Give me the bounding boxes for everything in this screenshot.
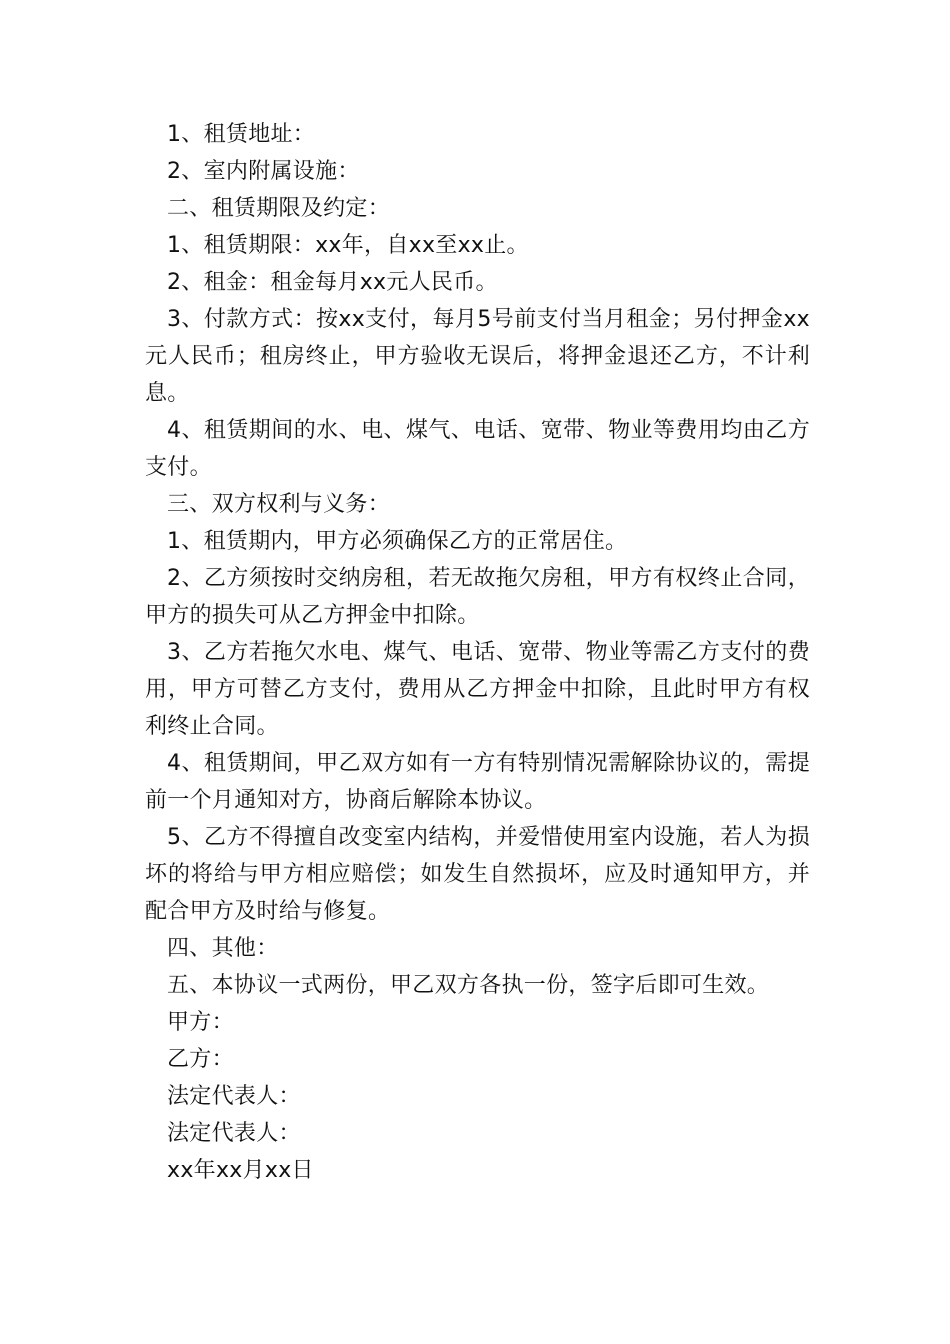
signature-party-b: 乙方： <box>167 1047 234 1072</box>
signature-party-a: 甲方： <box>167 1010 234 1035</box>
paragraph-right-1: 1、租赁期内，甲方必须确保乙方的正常居住。 <box>167 529 628 554</box>
paragraph-right-5: 5、乙方不得擅自改变室内结构，并爱惜使用室内设施，若人为损坏的将给与甲方相应赔偿；如发生自然损坏，应及时通知甲方，并配合甲方及时给与修复。 <box>145 825 810 924</box>
signature-legal-rep-1: 法定代表人： <box>167 1084 301 1109</box>
paragraph-facilities: 2、室内附属设施： <box>167 159 360 184</box>
document-body <box>145 116 810 1189</box>
paragraph-right-3: 3、乙方若拖欠水电、煤气、电话、宽带、物业等需乙方支付的费用，甲方可替乙方支付，费用从乙方押金中扣除，且此时甲方有权利终止合同。 <box>145 640 810 739</box>
section-heading-other: 四、其他： <box>167 936 279 961</box>
signature-legal-rep-2: 法定代表人： <box>167 1121 301 1146</box>
section-heading-copies: 五、本协议一式两份，甲乙双方各执一份，签字后即可生效。 <box>167 973 770 998</box>
paragraph-address: 1、租赁地址： <box>167 122 316 147</box>
signature-date: xx年xx月xx日 <box>167 1158 314 1183</box>
paragraph-lease-term: 1、租赁期限：xx年，自xx至xx止。 <box>167 233 529 258</box>
paragraph-right-4: 4、租赁期间，甲乙双方如有一方有特别情况需解除协议的，需提前一个月通知对方，协商后解除本协议。 <box>145 751 810 813</box>
section-heading-rights: 三、双方权利与义务： <box>167 492 391 517</box>
paragraph-right-2: 2、乙方须按时交纳房租，若无故拖欠房租，甲方有权终止合同，甲方的损失可从乙方押金中扣除。 <box>145 566 810 628</box>
paragraph-payment: 3、付款方式：按xx支付，每月5号前支付当月租金；另付押金xx元人民币；租房终止，甲方验收无误后，将押金退还乙方，不计利息。 <box>145 307 810 406</box>
section-heading-term: 二、租赁期限及约定： <box>167 196 391 221</box>
paragraph-rent: 2、租金：租金每月xx元人民币。 <box>167 270 498 295</box>
paragraph-utilities: 4、租赁期间的水、电、煤气、电话、宽带、物业等费用均由乙方支付。 <box>145 418 810 480</box>
